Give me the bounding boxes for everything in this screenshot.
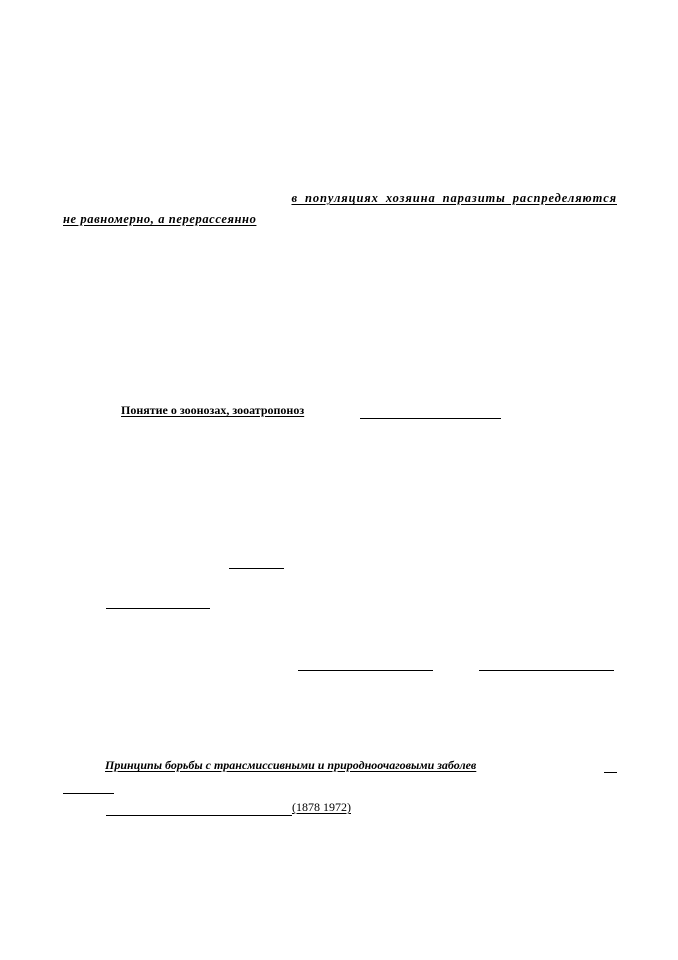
heading-zoonoses: Понятие о зоонозах, зооатропоноз (121, 403, 305, 417)
heading-zoonoses-underline-extension (360, 418, 501, 419)
blank-line-3 (298, 670, 433, 671)
heading-control-continuation-line (63, 793, 114, 794)
paragraph-1-line-1: в популяциях хозяина паразиты распределяются (291, 191, 617, 205)
heading-control-principles: Принципы борьбы с трансмиссивными и природноочаговыми заболев (105, 758, 477, 772)
blank-line-4 (479, 670, 614, 671)
blank-line-1 (229, 568, 284, 569)
blank-line-2 (106, 608, 210, 609)
paragraph-1-line-2: не равномерно, а перерассеянно (63, 212, 257, 226)
name-blank-line (106, 815, 292, 816)
years-text: (1878 1972) (292, 800, 351, 814)
heading-control-underline-extension (604, 772, 617, 773)
